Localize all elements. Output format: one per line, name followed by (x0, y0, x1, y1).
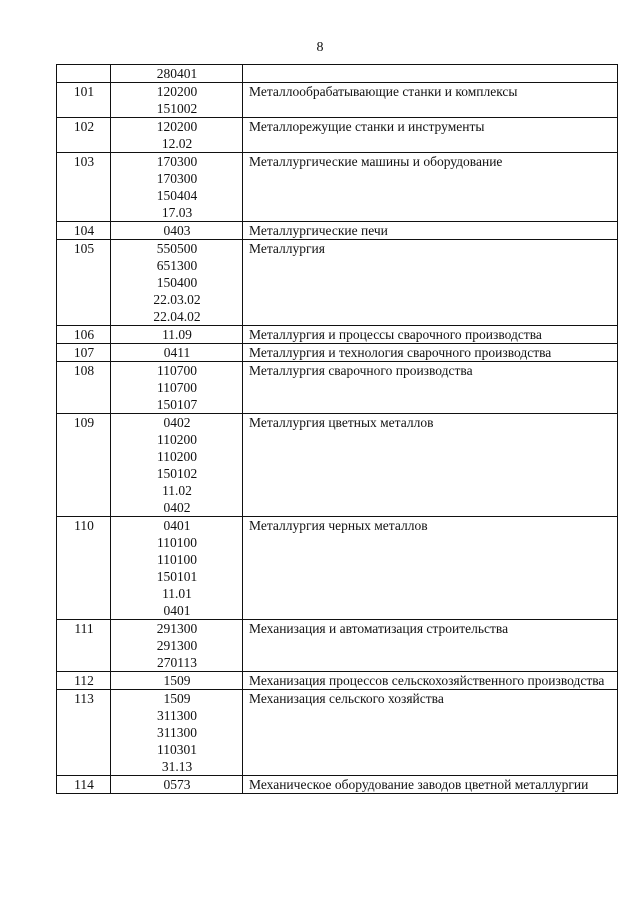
specialty-code: 150107 (156, 397, 198, 412)
specialty-code: 291300 (156, 638, 198, 653)
specialty-code: 22.03.02 (153, 292, 201, 307)
specialty-name: Металлургия сварочного производства (243, 362, 618, 414)
row-number: 111 (57, 620, 111, 672)
specialty-codes (111, 517, 243, 620)
specialty-name: Металлургия (243, 240, 618, 326)
specialty-code: 110700 (157, 363, 197, 378)
table-row (57, 240, 618, 326)
row-number: 114 (57, 776, 111, 794)
specialty-code: 110200 (157, 432, 197, 447)
page-number: 8 (316, 40, 324, 55)
specialty-code: 270113 (157, 655, 197, 670)
specialty-codes (111, 344, 243, 362)
specialty-name: Металлорежущие станки и инструменты (243, 118, 618, 153)
table-row (57, 517, 618, 620)
specialty-code: 150102 (156, 466, 198, 481)
specialty-code: 150101 (156, 569, 198, 584)
specialty-codes (111, 240, 243, 326)
specialty-code: 0411 (163, 345, 191, 360)
table-row (57, 153, 618, 222)
table-row (57, 672, 618, 690)
specialty-code: 110100 (157, 552, 197, 567)
specialty-name: Металлургические печи (243, 222, 618, 240)
specialty-code: 0402 (163, 415, 191, 430)
table-row (57, 83, 618, 118)
specialty-name: Металлургические машины и оборудование (243, 153, 618, 222)
table-row (57, 65, 618, 83)
row-number: 101 (57, 83, 111, 118)
specialty-code: 311300 (157, 708, 197, 723)
row-number: 109 (57, 414, 111, 517)
specialty-code: 110700 (157, 380, 197, 395)
specialty-code: 150404 (156, 188, 198, 203)
specialty-codes (111, 414, 243, 517)
specialty-code: 280401 (156, 66, 198, 81)
specialty-codes (111, 326, 243, 344)
row-number: 110 (57, 517, 111, 620)
specialty-name: Металлургия черных металлов (243, 517, 618, 620)
specialty-code: 0402 (163, 500, 191, 515)
row-number (57, 65, 111, 83)
specialty-code: 151002 (156, 101, 198, 116)
table-row (57, 776, 618, 794)
specialty-code: 311300 (157, 725, 197, 740)
specialty-code: 0403 (163, 223, 191, 238)
specialty-code: 651300 (156, 258, 198, 273)
specialty-code: 170300 (156, 171, 198, 186)
specialty-code: 17.03 (161, 205, 193, 220)
specialty-code: 291300 (156, 621, 198, 636)
specialties-table (56, 64, 618, 794)
specialty-codes (111, 672, 243, 690)
row-number: 107 (57, 344, 111, 362)
specialty-codes (111, 65, 243, 83)
specialty-code: 12.02 (161, 136, 193, 151)
specialty-codes (111, 620, 243, 672)
specialty-codes (111, 83, 243, 118)
specialty-name: Металлургия и процессы сварочного производства (243, 326, 618, 344)
specialty-name: Механическое оборудование заводов цветной металлургии (243, 776, 618, 794)
row-number: 102 (57, 118, 111, 153)
specialty-code: 110301 (157, 742, 197, 757)
specialty-code: 0401 (163, 518, 191, 533)
row-number: 108 (57, 362, 111, 414)
specialty-codes (111, 118, 243, 153)
row-number: 113 (57, 690, 111, 776)
specialty-code: 31.13 (161, 759, 193, 774)
specialty-name (243, 65, 618, 83)
table-row (57, 362, 618, 414)
specialty-code: 150400 (156, 275, 198, 290)
table-body (57, 65, 618, 794)
table-row (57, 620, 618, 672)
specialty-code: 550500 (156, 241, 198, 256)
specialty-codes (111, 153, 243, 222)
specialty-code: 120200 (156, 119, 198, 134)
row-number: 112 (57, 672, 111, 690)
specialty-code: 170300 (156, 154, 198, 169)
specialty-code: 110200 (157, 449, 197, 464)
specialty-code: 120200 (156, 84, 198, 99)
specialty-codes (111, 690, 243, 776)
specialty-code: 11.02 (162, 483, 192, 498)
specialty-name: Металлургия цветных металлов (243, 414, 618, 517)
row-number: 103 (57, 153, 111, 222)
row-number: 106 (57, 326, 111, 344)
specialty-name: Механизация сельского хозяйства (243, 690, 618, 776)
table-row (57, 118, 618, 153)
specialty-code: 1509 (163, 673, 191, 688)
table-row (57, 690, 618, 776)
specialty-code: 1509 (163, 691, 191, 706)
table-row (57, 222, 618, 240)
table-row (57, 344, 618, 362)
specialty-codes (111, 776, 243, 794)
specialty-code: 22.04.02 (153, 309, 201, 324)
specialty-name: Механизация процессов сельскохозяйственного производства (243, 672, 618, 690)
specialty-name: Механизация и автоматизация строительства (243, 620, 618, 672)
row-number: 105 (57, 240, 111, 326)
specialty-code: 0573 (163, 777, 191, 792)
specialty-name: Металлообрабатывающие станки и комплексы (243, 83, 618, 118)
specialty-code: 11.01 (162, 586, 192, 601)
specialty-code: 0401 (163, 603, 191, 618)
row-number: 104 (57, 222, 111, 240)
specialty-codes (111, 362, 243, 414)
table-row (57, 326, 618, 344)
specialty-codes (111, 222, 243, 240)
specialty-code: 11.09 (162, 327, 192, 342)
table-row (57, 414, 618, 517)
specialty-code: 110100 (157, 535, 197, 550)
specialty-name: Металлургия и технология сварочного производства (243, 344, 618, 362)
